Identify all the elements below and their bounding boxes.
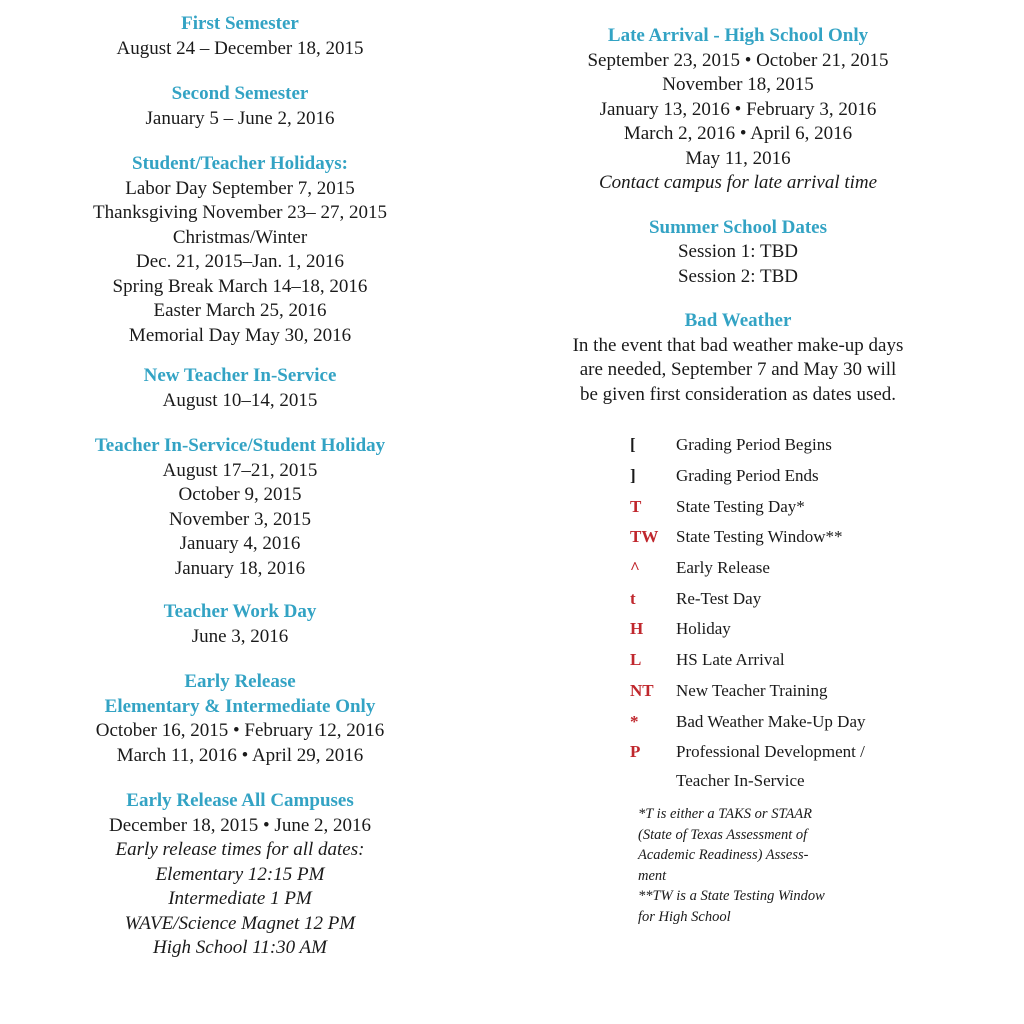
legend-symbol: P [630, 742, 641, 762]
note-line: Contact campus for late arrival time [598, 172, 878, 193]
legend-label: Bad Weather Make-Up Day [676, 711, 866, 731]
legend-symbol: H [630, 619, 644, 639]
section-summer [548, 216, 928, 290]
date-line: September 23, 2015 • October 21, 2015 [587, 49, 889, 71]
section-heading: Teacher In-Service/Student Holiday [94, 435, 386, 456]
footnote-line: Academic Readiness) Assess- [638, 847, 809, 863]
date-line: In the event that bad weather make-up days [572, 334, 904, 356]
legend-label: State Testing Window** [676, 527, 843, 547]
note-line: High School 11:30 AM [153, 937, 327, 958]
legend-item [630, 522, 950, 553]
date-line: August 17–21, 2015 [162, 459, 318, 481]
date-line: August 24 – December 18, 2015 [116, 37, 364, 59]
legend-symbol: * [630, 711, 639, 731]
section-early-release-elem [60, 670, 420, 768]
date-line: are needed, September 7 and May 30 will [579, 359, 897, 380]
legend-label: HS Late Arrival [676, 650, 785, 670]
legend-label: Professional Development / [676, 742, 865, 762]
footnote-line: (State of Texas Assessment of [638, 826, 808, 843]
section-subheading: Elementary & Intermediate Only [104, 695, 376, 717]
legend-label: Grading Period Begins [676, 435, 832, 455]
legend-label: Early Release [676, 558, 770, 578]
date-line: March 2, 2016 • April 6, 2016 [623, 123, 853, 144]
date-line: Session 2: TBD [677, 265, 798, 287]
section-work-day [60, 600, 420, 649]
section-late-arrival [548, 24, 928, 196]
date-line: November 3, 2015 [169, 508, 311, 530]
note-line: Intermediate 1 PM [168, 888, 312, 909]
legend-item [630, 583, 950, 614]
legend-symbol: [ [630, 435, 636, 455]
legend-item [630, 553, 950, 584]
section-heading: First Semester [181, 13, 299, 34]
section-heading: Bad Weather [684, 310, 792, 331]
section-heading: Summer School Dates [648, 216, 828, 238]
section-heading: Early Release [184, 671, 296, 692]
date-line: Christmas/Winter [172, 226, 308, 248]
legend-symbol: t [630, 588, 636, 608]
note-line: WAVE/Science Magnet 12 PM [124, 912, 356, 934]
footnote-line: ment [638, 867, 667, 884]
date-line: December 18, 2015 • June 2, 2016 [108, 814, 372, 836]
date-line: October 9, 2015 [178, 484, 302, 505]
footnote [638, 804, 878, 927]
left-column [60, 0, 420, 961]
section-heading: Late Arrival - High School Only [607, 25, 869, 46]
note-line: Early release times for all dates: [115, 839, 365, 860]
legend-symbol: TW [630, 527, 659, 547]
legend-item [630, 491, 950, 522]
footnote-line: for High School [638, 908, 731, 925]
legend-item [630, 766, 950, 797]
legend-symbol: ^ [630, 558, 640, 578]
right-column [548, 0, 928, 407]
date-line: March 11, 2016 • April 29, 2016 [116, 744, 364, 766]
date-line: January 4, 2016 [179, 533, 301, 554]
date-line: Easter March 25, 2016 [153, 300, 327, 321]
date-line: Thanksgiving November 23– 27, 2015 [93, 202, 387, 223]
legend-label: Holiday [676, 619, 731, 639]
legend-label: Re-Test Day [676, 588, 762, 608]
date-line: Spring Break March 14–18, 2016 [112, 275, 368, 297]
legend-item [630, 461, 950, 492]
legend-symbol: T [630, 496, 642, 516]
legend-symbol: ] [630, 466, 636, 486]
date-line: be given first consideration as dates used. [579, 383, 897, 405]
date-line: May 11, 2016 [685, 147, 791, 169]
section-second-semester [60, 82, 420, 131]
legend-label: Teacher In-Service [676, 770, 805, 790]
date-line: October 16, 2015 • February 12, 2016 [95, 720, 385, 741]
date-line: Session 1: TBD [677, 241, 798, 262]
section-bad-weather [548, 309, 928, 407]
section-holidays [60, 152, 420, 348]
section-heading: Second Semester [171, 83, 309, 104]
date-line: January 13, 2016 • February 3, 2016 [599, 98, 877, 120]
date-line: Dec. 21, 2015–Jan. 1, 2016 [136, 251, 344, 272]
date-line: Labor Day September 7, 2015 [125, 177, 355, 199]
legend-label: Grading Period Ends [676, 466, 819, 486]
legend-item [630, 614, 950, 645]
section-new-teacher [60, 364, 420, 413]
footnote-line: *T is either a TAKS or STAAR [638, 806, 813, 822]
legend-item [630, 737, 950, 768]
date-line: January 18, 2016 [174, 557, 306, 579]
section-heading: New Teacher In-Service [143, 365, 337, 386]
date-line: November 18, 2015 [662, 74, 814, 95]
section-heading: Student/Teacher Holidays: [132, 153, 348, 174]
footnote-line: **TW is a State Testing Window [638, 888, 825, 904]
date-line: January 5 – June 2, 2016 [145, 107, 335, 129]
legend-item [630, 676, 950, 707]
section-heading: Early Release All Campuses [126, 790, 354, 811]
section-inservice [60, 434, 420, 581]
note-line: Elementary 12:15 PM [155, 863, 325, 885]
legend-label: State Testing Day* [676, 496, 805, 516]
section-heading: Teacher Work Day [163, 601, 317, 622]
section-early-release-all [60, 789, 420, 961]
legend-symbol: L [630, 650, 642, 670]
date-line: August 10–14, 2015 [162, 389, 318, 411]
legend-item [630, 706, 950, 737]
legend-item [630, 430, 950, 461]
legend-label: New Teacher Training [676, 680, 828, 700]
legend-symbol: NT [630, 680, 654, 700]
section-first-semester [60, 12, 420, 61]
legend [630, 430, 950, 796]
legend-item [630, 645, 950, 676]
date-line: Memorial Day May 30, 2016 [128, 324, 352, 346]
date-line: June 3, 2016 [191, 625, 289, 647]
